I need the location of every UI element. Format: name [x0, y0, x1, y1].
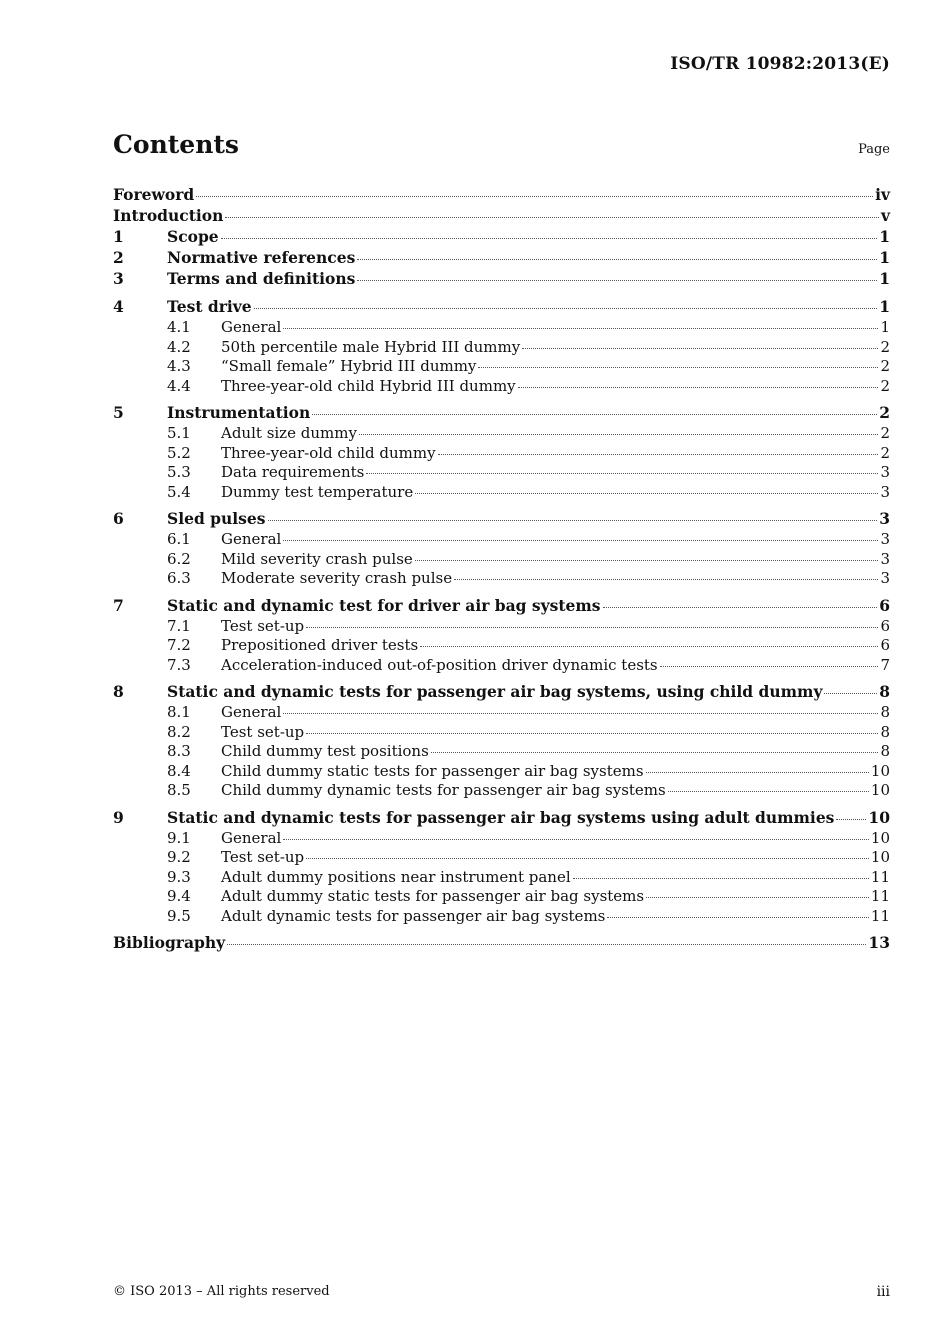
toc-entry[interactable]	[113, 530, 890, 550]
toc-entry-page: 8	[880, 703, 890, 721]
toc-entry-label: Static and dynamic tests for passenger air bag systems, using child dummy	[167, 682, 823, 701]
toc-entry-number: 6.1	[167, 530, 191, 548]
dot-leader	[254, 308, 878, 309]
toc-entry-label: Adult dynamic tests for passenger air bag systems	[221, 906, 606, 925]
dot-leader	[603, 607, 878, 608]
toc-entry-label: Test set-up	[221, 848, 305, 866]
toc-entry[interactable]	[113, 357, 890, 377]
table-of-contents	[113, 185, 890, 954]
toc-entry-label: Static and dynamic test for driver air bag systems	[167, 595, 601, 615]
toc-entry-label: Dummy test temperature	[221, 482, 414, 501]
toc-entry[interactable]	[113, 868, 890, 888]
dot-leader	[283, 540, 878, 541]
dot-leader	[283, 713, 878, 714]
dot-leader	[431, 752, 879, 753]
toc-entry[interactable]	[113, 933, 890, 954]
dot-leader	[438, 454, 879, 455]
toc-entry-number: 4	[113, 297, 124, 316]
toc-entry-label: Bibliography	[113, 933, 226, 952]
toc-entry[interactable]	[113, 656, 890, 676]
toc-entry-number: 9.2	[167, 848, 191, 866]
toc-entry-page: 7	[880, 655, 890, 674]
toc-entry[interactable]	[113, 338, 890, 358]
toc-entry[interactable]	[113, 185, 890, 206]
toc-entry-label: Terms and definitions	[167, 269, 356, 288]
dot-leader	[312, 414, 877, 415]
toc-entry[interactable]	[113, 318, 890, 338]
toc-entry-page: 1	[879, 269, 890, 288]
toc-entry-page: 1	[879, 227, 890, 246]
toc-entry-page: 10	[870, 761, 890, 780]
toc-entry[interactable]	[113, 569, 890, 589]
toc-entry-page: 3	[880, 482, 890, 501]
toc-entry[interactable]	[113, 887, 890, 907]
dot-leader	[646, 772, 869, 773]
toc-entry[interactable]	[113, 424, 890, 444]
document-id: ISO/TR 10982:2013(E)	[670, 54, 890, 74]
toc-entry-number: 6.3	[167, 569, 191, 587]
toc-entry-number: 4.3	[167, 357, 191, 375]
toc-entry-number: 9	[113, 807, 124, 827]
toc-entry[interactable]	[113, 377, 890, 397]
toc-entry-page: 11	[870, 906, 890, 925]
dot-leader	[607, 917, 869, 918]
toc-entry[interactable]	[113, 829, 890, 849]
toc-entry-number: 6.2	[167, 549, 191, 568]
toc-entry-number: 8.2	[167, 722, 191, 741]
toc-entry-page: 3	[880, 549, 890, 568]
toc-entry-number: 5.2	[167, 443, 191, 462]
toc-entry[interactable]	[113, 227, 890, 248]
toc-entry-page: 3	[880, 463, 890, 481]
dot-leader	[573, 878, 869, 879]
toc-entry-label: Prepositioned driver tests	[221, 636, 419, 654]
toc-entry-number: 7.1	[167, 616, 191, 635]
toc-entry-page: 1	[879, 297, 890, 316]
toc-entry-page: 10	[870, 781, 890, 799]
toc-entry-number: 6	[113, 509, 124, 528]
dot-leader	[306, 858, 869, 859]
toc-entry-number: 9.3	[167, 867, 191, 886]
toc-entry-page: 1	[879, 248, 890, 267]
toc-entry-label: General	[221, 703, 282, 721]
toc-entry-label: Data requirements	[221, 463, 365, 481]
dot-leader	[415, 560, 879, 561]
dot-leader	[196, 196, 873, 197]
dot-leader	[668, 791, 869, 792]
toc-entry-label: Moderate severity crash pulse	[221, 569, 453, 587]
toc-entry-number: 3	[113, 269, 124, 288]
toc-entry-page: 8	[880, 722, 890, 741]
toc-entry-label: Three-year-old child Hybrid III dummy	[221, 376, 516, 395]
dot-leader	[306, 733, 878, 734]
dot-leader	[415, 493, 878, 494]
toc-entry-label: General	[221, 828, 282, 847]
toc-entry-page: 11	[870, 887, 890, 905]
toc-entry-page: 11	[870, 867, 890, 886]
toc-entry-page: 8	[879, 682, 890, 701]
page-title: Contents	[113, 130, 240, 159]
toc-entry-page: 10	[870, 828, 890, 847]
toc-entry-label: General	[221, 318, 282, 336]
dot-leader	[227, 944, 866, 945]
toc-entry[interactable]	[113, 907, 890, 927]
copyright-notice: © ISO 2013 – All rights reserved	[113, 1284, 330, 1299]
dot-leader	[824, 693, 877, 694]
toc-entry-number: 4.4	[167, 376, 191, 395]
dot-leader	[357, 259, 877, 260]
toc-entry-label: Introduction	[113, 206, 224, 225]
toc-entry-number: 8.1	[167, 703, 191, 721]
toc-entry-number: 8	[113, 682, 124, 701]
toc-entry-label: Test drive	[167, 297, 252, 316]
toc-entry-label: Acceleration-induced out-of-position driver dynamic tests	[221, 655, 658, 674]
dot-leader	[420, 646, 878, 647]
toc-entry-label: 50th percentile male Hybrid III dummy	[221, 337, 521, 356]
toc-entry-number: 9.4	[167, 887, 191, 905]
toc-entry-number: 2	[113, 248, 124, 267]
toc-entry-label: Adult size dummy	[221, 424, 357, 442]
toc-entry-number: 5.4	[167, 482, 191, 501]
dot-leader	[221, 238, 878, 239]
toc-entry-label: Adult dummy static tests for passenger air bag systems	[221, 887, 645, 905]
toc-entry-page: 10	[868, 807, 890, 827]
toc-entry-label: Child dummy test positions	[221, 742, 429, 760]
toc-entry[interactable]	[113, 463, 890, 483]
toc-entry[interactable]	[113, 509, 890, 530]
toc-entry-number: 4.2	[167, 337, 191, 356]
toc-entry-number: 1	[113, 227, 124, 246]
dot-leader	[359, 434, 879, 435]
toc-entry[interactable]	[113, 682, 890, 703]
dot-leader	[268, 520, 878, 521]
toc-entry-page: 3	[880, 569, 890, 587]
toc-entry[interactable]	[113, 848, 890, 868]
toc-entry-number: 5.1	[167, 424, 191, 442]
toc-entry[interactable]	[113, 444, 890, 464]
toc-entry[interactable]	[113, 808, 890, 829]
toc-entry-label: Child dummy static tests for passenger air bag systems	[221, 761, 644, 780]
toc-entry-number: 4.1	[167, 318, 191, 336]
toc-entry[interactable]	[113, 781, 890, 801]
toc-entry-page: 8	[880, 742, 890, 760]
toc-entry[interactable]	[113, 550, 890, 570]
dot-leader	[283, 839, 869, 840]
toc-entry-number: 7.3	[167, 655, 191, 674]
toc-entry-label: Foreword	[113, 185, 195, 204]
toc-entry-label: Sled pulses	[167, 509, 266, 528]
toc-entry-page: 1	[880, 318, 890, 336]
toc-entry-page: 2	[880, 337, 890, 356]
toc-entry[interactable]	[113, 703, 890, 723]
toc-entry-page: 6	[880, 616, 890, 635]
dot-leader	[836, 819, 866, 820]
toc-entry-label: Test set-up	[221, 722, 305, 741]
dot-leader	[646, 897, 869, 898]
toc-entry-label: Normative references	[167, 248, 356, 267]
dot-leader	[522, 348, 878, 349]
dot-leader	[518, 387, 879, 388]
toc-entry-page: 6	[879, 595, 890, 615]
dot-leader	[454, 579, 878, 580]
toc-entry-page: 13	[868, 933, 890, 952]
toc-entry-number: 8.3	[167, 742, 191, 760]
toc-entry-number: 9.1	[167, 828, 191, 847]
toc-entry-page: 2	[880, 357, 890, 375]
toc-entry[interactable]	[113, 403, 890, 424]
contents-heading-row	[113, 130, 890, 159]
dot-leader	[478, 367, 878, 368]
footer	[113, 1284, 890, 1300]
toc-entry[interactable]	[113, 762, 890, 782]
toc-entry-number: 5	[113, 403, 124, 422]
toc-entry-page: 10	[870, 848, 890, 866]
toc-entry-page: 3	[880, 530, 890, 548]
toc-entry[interactable]	[113, 248, 890, 269]
page-column-label: Page	[858, 142, 890, 157]
toc-entry-number: 9.5	[167, 906, 191, 925]
toc-entry-label: Three-year-old child dummy	[221, 443, 436, 462]
toc-entry[interactable]	[113, 269, 890, 290]
page-number: iii	[876, 1284, 890, 1300]
dot-leader	[306, 627, 878, 628]
toc-entry-label: Mild severity crash pulse	[221, 549, 413, 568]
toc-entry[interactable]	[113, 206, 890, 227]
toc-entry-page: 3	[879, 509, 890, 528]
toc-entry-page: 2	[880, 376, 890, 395]
toc-entry[interactable]	[113, 297, 890, 318]
toc-entry[interactable]	[113, 483, 890, 503]
dot-leader	[357, 280, 877, 281]
toc-entry-label: Scope	[167, 227, 219, 246]
toc-entry-label: “Small female” Hybrid III dummy	[221, 357, 477, 375]
toc-entry-label: Instrumentation	[167, 403, 311, 422]
toc-entry-label: Test set-up	[221, 616, 305, 635]
toc-entry-label: Child dummy dynamic tests for passenger air bag systems	[221, 781, 666, 799]
toc-entry-number: 7	[113, 595, 124, 615]
toc-entry-label: Adult dummy positions near instrument panel	[221, 867, 571, 886]
toc-entry-number: 8.4	[167, 761, 191, 780]
toc-entry[interactable]	[113, 596, 890, 617]
toc-entry-page: 2	[880, 424, 890, 442]
dot-leader	[225, 217, 879, 218]
toc-entry-page: 6	[880, 636, 890, 654]
toc-entry[interactable]	[113, 742, 890, 762]
dot-leader	[283, 328, 878, 329]
toc-entry-page: iv	[875, 185, 890, 204]
toc-entry[interactable]	[113, 617, 890, 637]
toc-entry[interactable]	[113, 723, 890, 743]
toc-entry-number: 8.5	[167, 781, 191, 799]
toc-entry-number: 7.2	[167, 636, 191, 654]
toc-entry-page: 2	[879, 403, 890, 422]
toc-entry-label: General	[221, 530, 282, 548]
dot-leader	[660, 666, 879, 667]
toc-entry[interactable]	[113, 636, 890, 656]
toc-entry-page: 2	[880, 443, 890, 462]
toc-entry-number: 5.3	[167, 463, 191, 481]
toc-entry-page: v	[880, 206, 890, 225]
dot-leader	[366, 473, 878, 474]
toc-entry-label: Static and dynamic tests for passenger air bag systems using adult dummies	[167, 807, 835, 827]
